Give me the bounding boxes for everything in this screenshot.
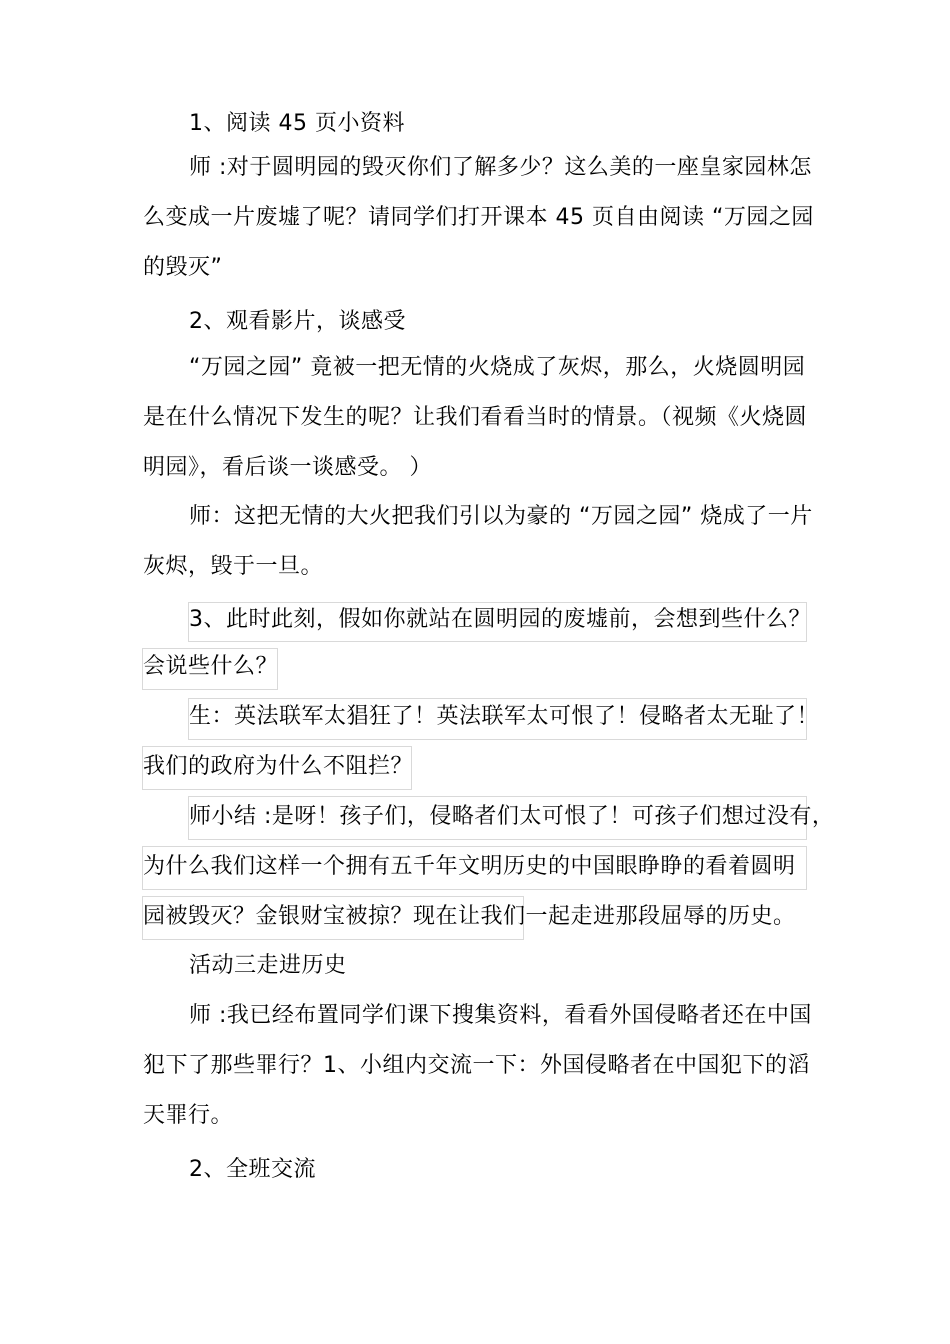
text-line: 园被毁灭？金银财宝被掠？现在让我们一起走进那段屈辱的历史。: [143, 904, 796, 929]
text-line: 1、阅读 45 页小资料: [189, 111, 405, 136]
section-heading: 活动三走进历史: [189, 953, 347, 978]
text-line: 是在什么情况下发生的呢？让我们看看当时的情景。（视频《火烧圆: [143, 405, 808, 430]
text-line: 犯下了那些罪行？1、小组内交流一下：外国侵略者在中国犯下的滔: [143, 1053, 810, 1078]
text-line: 师 :对于圆明园的毁灭你们了解多少？这么美的一座皇家园林怎: [189, 155, 812, 180]
text-line: 灰烬，毁于一旦。: [143, 554, 324, 579]
text-line: 明园》，看后谈一谈感受。 ）: [143, 455, 432, 480]
text-line: 2、全班交流: [189, 1157, 316, 1182]
text-line: 么变成一片废墟了呢？请同学们打开课本 45 页自由阅读 “万园之园: [143, 205, 814, 230]
text-line: 天罪行。: [143, 1103, 234, 1128]
text-line: 的毁灭”: [143, 255, 223, 280]
text-line: 师小结 :是呀！孩子们，侵略者们太可恨了！可孩子们想过没有，: [189, 804, 835, 829]
text-line: 为什么我们这样一个拥有五千年文明历史的中国眼睁睁的看着圆明: [143, 854, 796, 879]
text-line: 师 :我已经布置同学们课下搜集资料，看看外国侵略者还在中国: [189, 1003, 812, 1028]
text-line: “万园之园” 竟被一把无情的火烧成了灰烬，那么，火烧圆明园: [189, 355, 806, 380]
text-line: 生：英法联军太猖狂了！英法联军太可恨了！侵略者太无耻了！: [189, 704, 820, 729]
text-line: 2、观看影片，谈感受: [189, 309, 406, 334]
text-line: 师：这把无情的大火把我们引以为豪的 “万园之园” 烧成了一片: [189, 504, 813, 529]
text-line: 3、此时此刻，假如你就站在圆明园的废墟前，会想到些什么？: [189, 607, 811, 632]
text-line: 我们的政府为什么不阻拦？: [143, 754, 414, 779]
text-line: 会说些什么？: [143, 654, 279, 679]
